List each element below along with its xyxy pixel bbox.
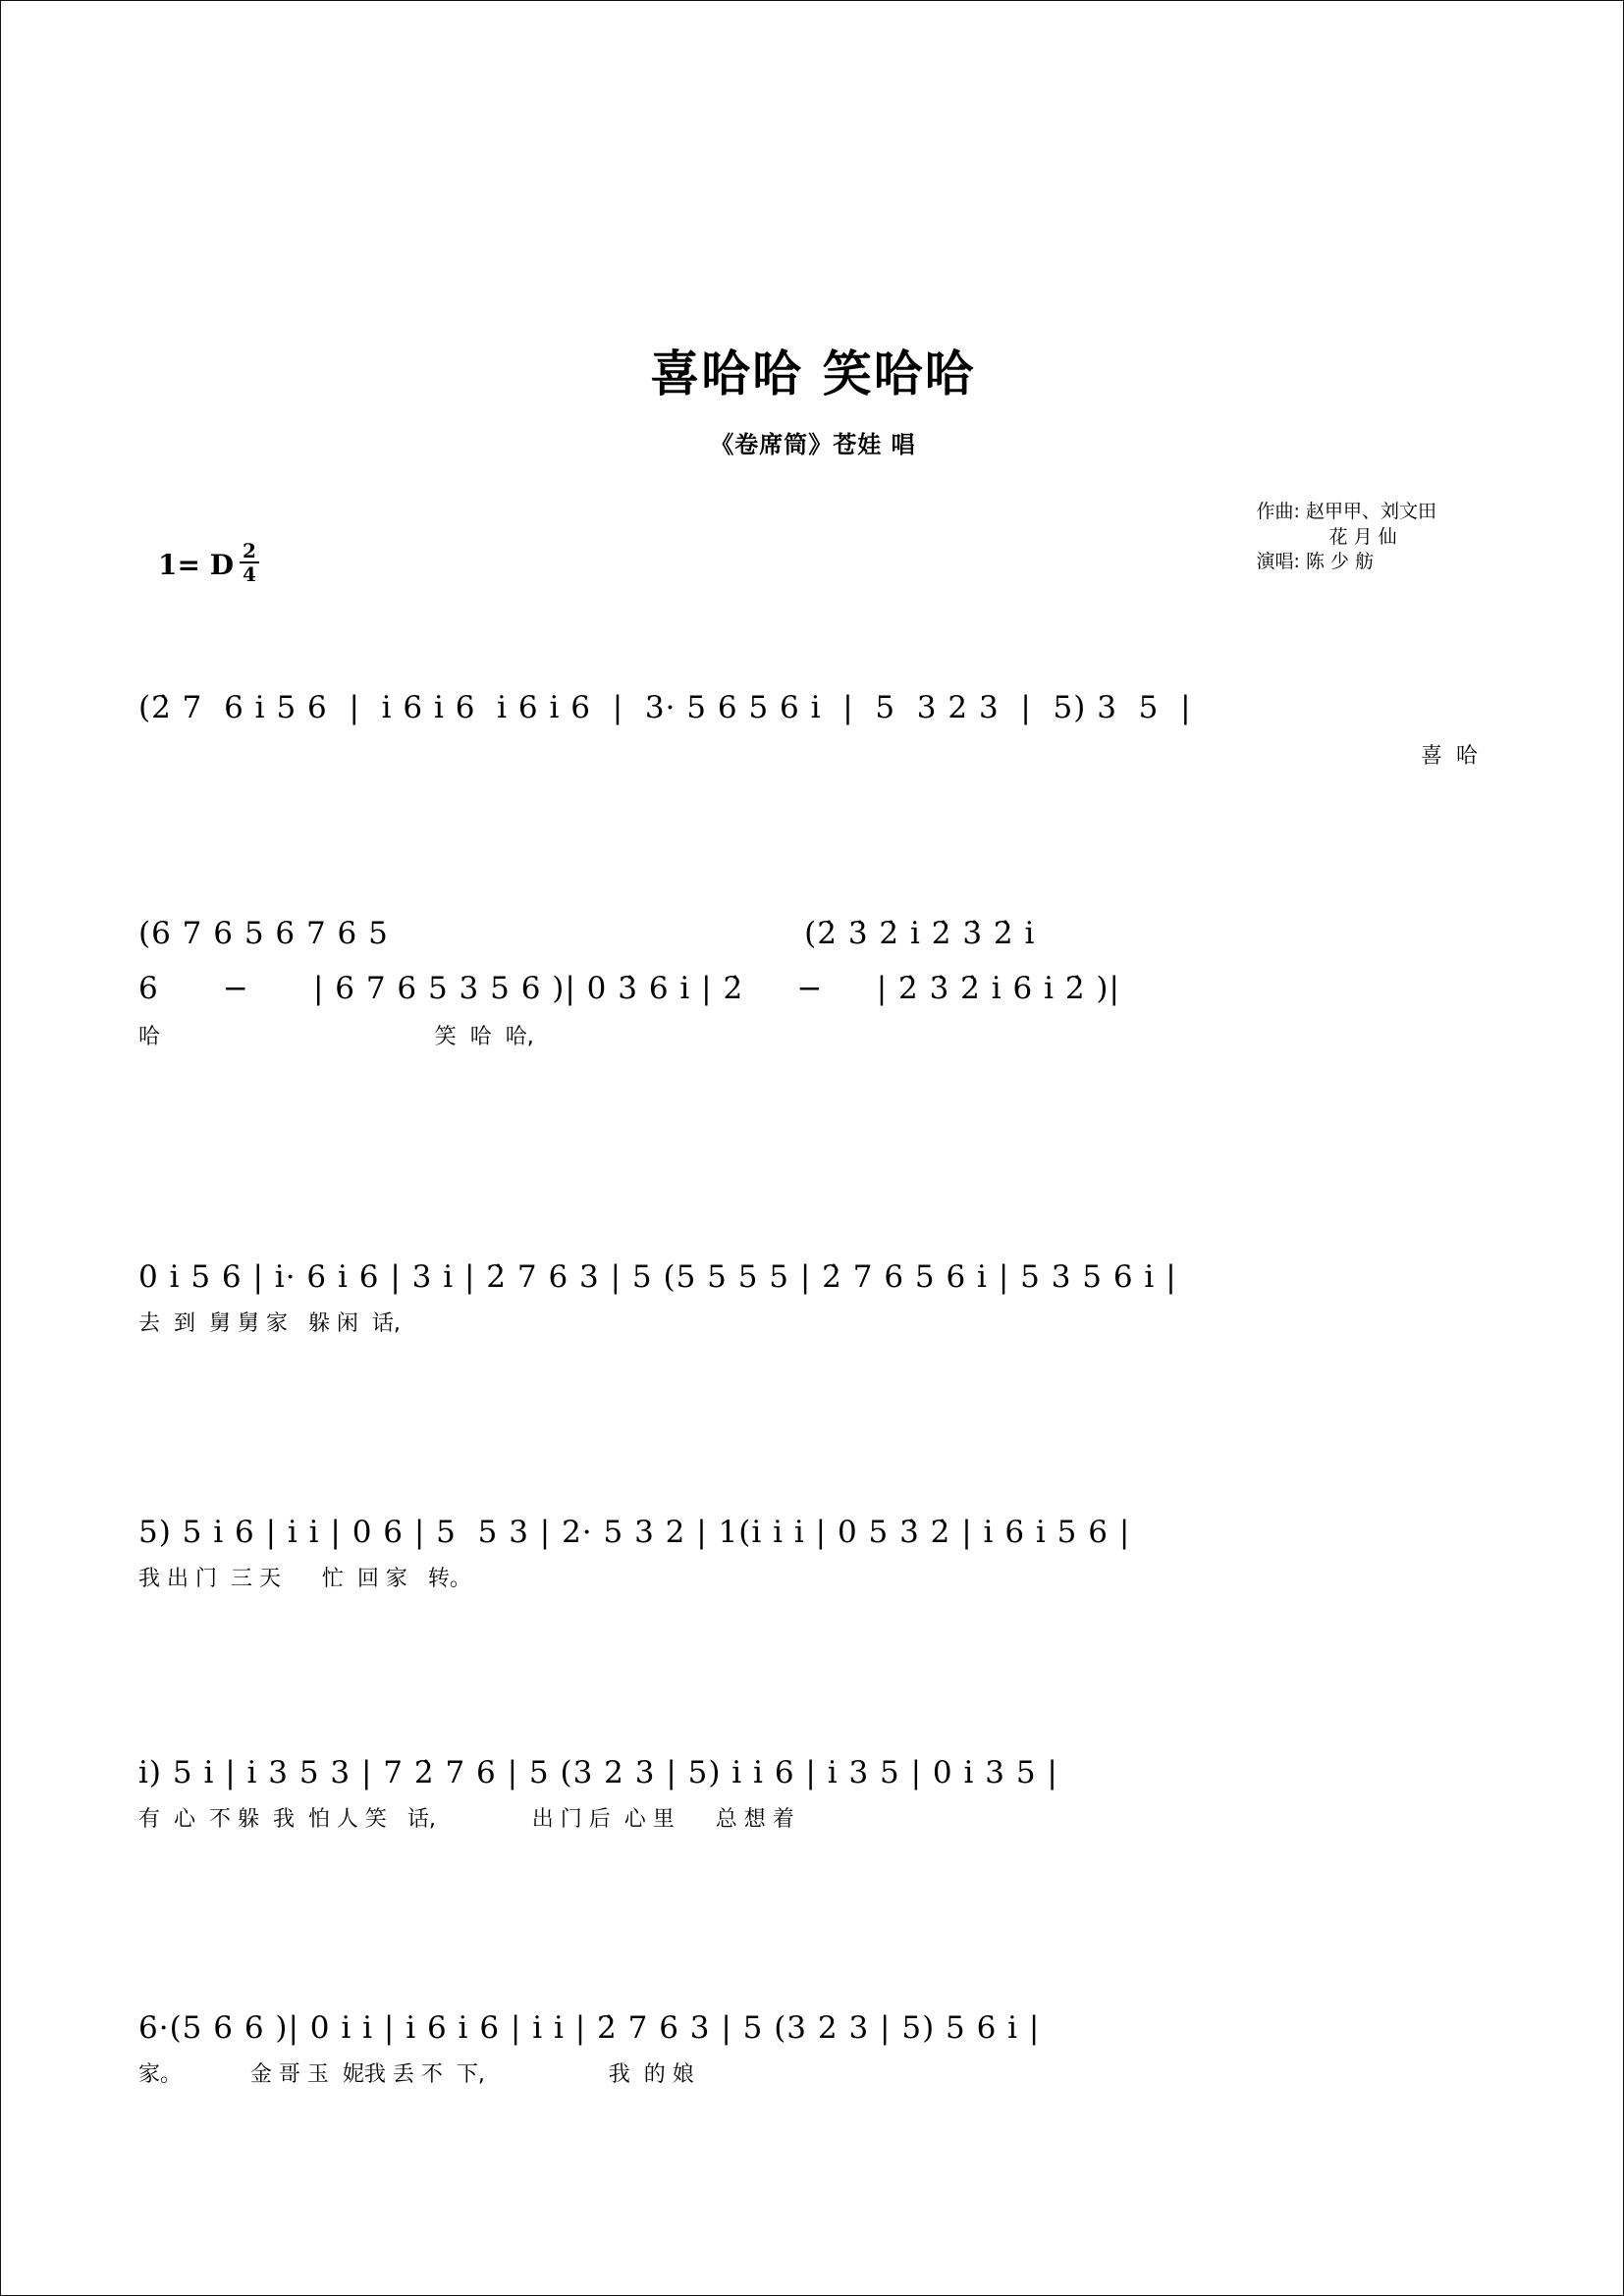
composer-label: 作曲: [1256,501,1300,522]
credits-block [1257,500,1436,575]
lyric-line: 家。 金 哥 玉 妮我 丢 不 下, 我 的 娘 [138,2062,694,2087]
music-system [1,1743,1624,1871]
music-system [1,678,1624,806]
composer-row [1257,500,1436,525]
composer-name-2: 花 月 仙 [1328,525,1397,548]
time-signature-denominator: 4 [242,562,256,586]
time-signature-numerator: 2 [240,541,259,563]
key-signature-text: 1= D [158,548,234,581]
notation-line: 6·(5 6 6 )| 0 i i | i 6 i 6 | i i | 2̇ 7 6 3 | 5 (3 2 3 | 5) 5 6 i | [138,2010,1041,2046]
lyric-line: 哈 笑 哈 哈, [138,1025,534,1049]
lyric-line: 我 出 门 三 天 忙 回 家 转。 [138,1567,471,1591]
music-system [1,914,1624,1081]
key-time-signature [158,539,259,586]
music-system [1,1503,1624,1630]
notation-line: (2̇ 7 6 i 5 6 | i 6 i 6 i 6 i 6 | 3· 5 6 5 6 i | 5 3 2 3 | 5) 3 5 | [138,690,1192,725]
notation-line: i) 5 i | i 3 5 3 | 7 2̇ 7 6 | 5 (3 2 3 | 5) i i 6 | i 3 5 | 0 i 3 5 | [138,1755,1058,1790]
page-title: 喜哈哈 笑哈哈 [650,346,976,402]
singer-row [1257,550,1436,575]
time-signature [240,541,259,584]
page-subtitle: 《卷席筒》苍娃 唱 [710,431,916,458]
lyric-line: 喜 哈 [1421,744,1478,769]
composer-row-2 [1257,525,1436,551]
notation-line-upper: (6 7 6 5 6 7 6 5 (2̇ 3̇ 2̇ i 2̇ 3̇ 2̇ i [138,916,1036,951]
music-system [1,1999,1624,2126]
notation-line: 0 i 5 6 | i· 6 i 6 | 3 i | 2̇ 7 6 3 | 5 (5 5 5 5 | 2̇ 7 6 5 6 i | 5 3 5 6 i | [138,1259,1177,1295]
singer-name: 陈 少 舫 [1305,551,1375,573]
lyric-line: 有 心 不 躲 我 怕 人 笑 话, 出 门 后 心 里 总 想 着 [138,1807,794,1832]
lyric-line: 去 到 舅 舅 家 躲 闲 话, [138,1311,401,1336]
composer-name-1: 赵甲甲、刘文田 [1305,501,1436,522]
notation-line: 5) 5 i 6 | i i | 0 6 | 5 5 3 | 2· 5 3 2 | 1(i i i | 0 5 3̇ 2̇ | i 6 i 5 6 | [138,1515,1131,1550]
notation-line: 6 − | 6 7 6 5 3 5 6 )| 0 3̇ 6 i | 2̇ − | 2̇ 3̇ 2̇ i 6 i 2̇ )| [138,971,1120,1006]
singer-label: 演唱: [1256,551,1300,573]
music-system [1,1248,1624,1375]
